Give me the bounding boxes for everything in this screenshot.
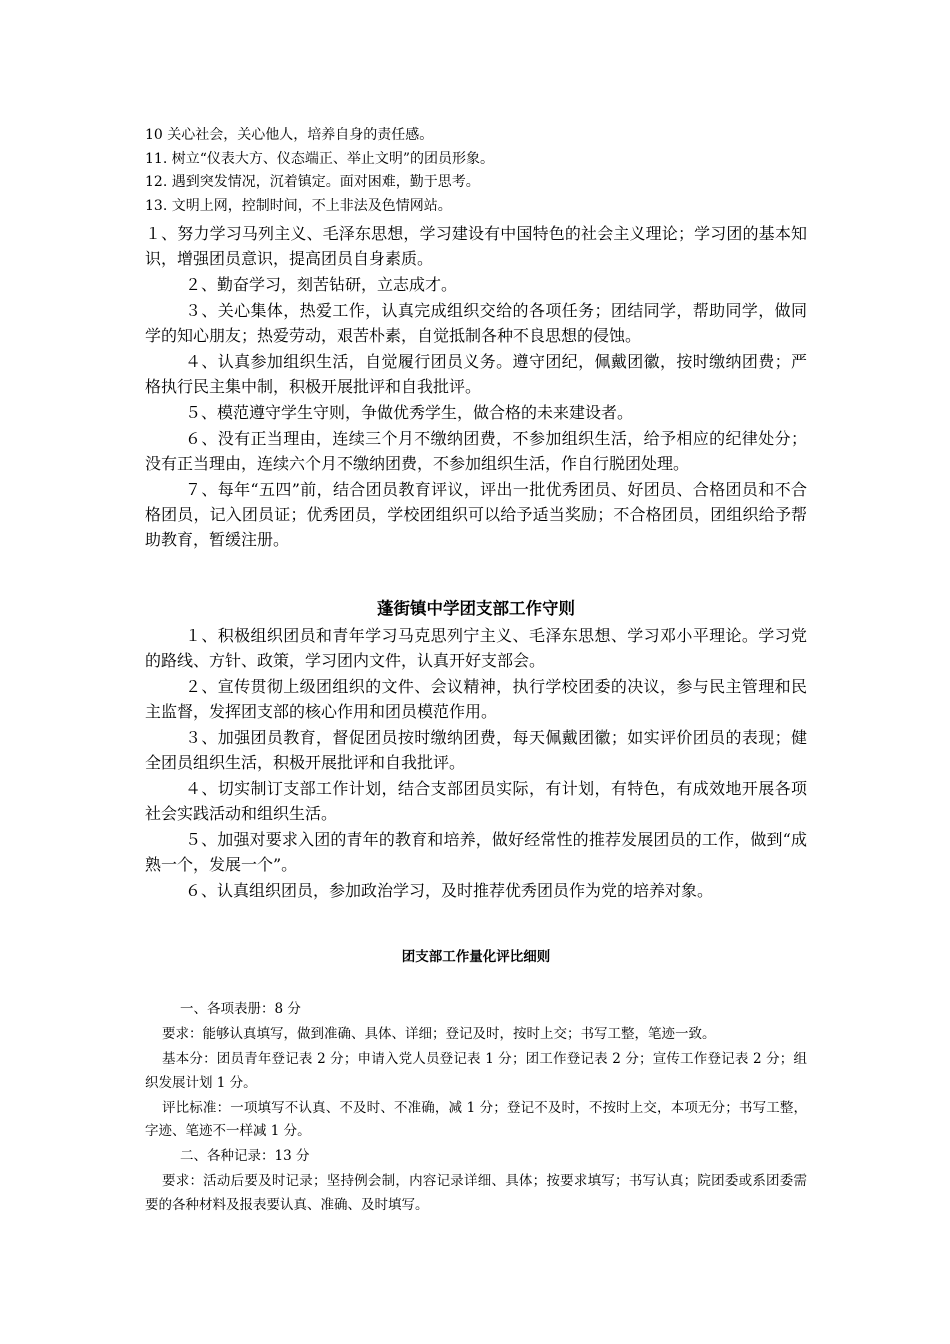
paragraph: 一、各项表册：8 分 [180,1001,301,1017]
section-heading-evaluation-rules: 团支部工作量化评比细则 [401,949,551,965]
paragraph: 基本分：团员青年登记表 2 分；申请入党人员登记表 1 分；团工作登记表 2 分；宣传工作登记表 2 分；组织发展计划 1 分。 [145,1051,807,1091]
paragraph: ２、宣传贯彻上级团组织的文件、会议精神，执行学校团委的决议，参与民主管理和民主监督，发挥团支部的核心作用和团员模范作用。 [145,677,807,721]
conduct-list-continued [145,124,815,218]
paragraph: １、努力学习马列主义、毛泽东思想，学习建设有中国特色的社会主义理论；学习团的基本知识，增强团员意识，提高团员自身素质。 [145,224,807,268]
paragraph: １、积极组织团员和青年学习马克思列宁主义、毛泽东思想、学习邓小平理论。学习党的路线、方针、政策，学习团内文件，认真开好支部会。 [145,626,807,670]
paragraph: ４、切实制订支部工作计划，结合支部团员实际，有计划，有特色，有成效地开展各项社会实践活动和组织生活。 [145,779,807,823]
list-item: 10 关心社会，关心他人，培养自身的责任感。 [145,127,434,143]
paragraph: ５、加强对要求入团的青年的教育和培养，做好经常性的推荐发展团员的工作，做到“成熟一个，发展一个”。 [145,830,807,874]
list-item: 12. 遇到突发情况，沉着镇定。面对困难，勤于思考。 [145,174,480,190]
paragraph: ６、认真组织团员，参加政治学习，及时推荐优秀团员作为党的培养对象。 [185,881,714,900]
paragraph: 二、各种记录：13 分 [180,1148,310,1164]
paragraph: ３、加强团员教育，督促团员按时缴纳团费，每天佩戴团徽；如实评价团员的表现；健全团员组织生活，积极开展批评和自我批评。 [145,728,807,772]
paragraph: 要求：能够认真填写，做到准确、具体、详细；登记及时，按时上交；书写工整，笔迹一致。 [162,1026,716,1042]
paragraph: 评比标准：一项填写不认真、不及时、不准确，减 1 分；登记不及时，不按时上交，本项无分；书写工整，字迹、笔迹不一样减 1 分。 [145,1099,807,1139]
paragraph: 要求：活动后要及时记录；坚持例会制，内容记录详细、具体；按要求填写；书写认真；院团委或系团委需要的各种材料及报表要认真、准确、及时填写。 [145,1173,807,1213]
paragraph: ４、认真参加组织生活，自觉履行团员义务。遵守团纪，佩戴团徽，按时缴纳团费；严格执行民主集中制，积极开展批评和自我批评。 [145,352,807,396]
member-duties-section [145,221,807,553]
list-item: 13. 文明上网，控制时间，不上非法及色情网站。 [145,197,452,214]
list-item: 11. 树立“仪表大方、仪态端正、举止文明”的团员形象。 [145,150,495,167]
paragraph: ２、勤奋学习，刻苦钻研，立志成才。 [185,275,458,294]
work-rules-section [145,623,807,904]
evaluation-rules-section [145,998,807,1219]
paragraph: ５、模范遵守学生守则，争做优秀学生，做合格的未来建设者。 [185,403,634,422]
paragraph: ３、关心集体，热爱工作，认真完成组织交给的各项任务；团结同学，帮助同学，做同学的知心朋友；热爱劳动，艰苦朴素，自觉抵制各种不良思想的侵蚀。 [145,301,807,345]
section-heading-work-rules: 蓬街镇中学团支部工作守则 [377,599,575,618]
paragraph: ６、没有正当理由，连续三个月不缴纳团费，不参加组织生活，给予相应的纪律处分；没有正当理由，连续六个月不缴纳团费，不参加组织生活，作自行脱团处理。 [145,429,807,473]
paragraph: ７、每年“五四”前，结合团员教育评议，评出一批优秀团员、好团员、合格团员和不合格团员，记入团员证；优秀团员，学校团组织可以给予适当奖励；不合格团员，团组织给予帮助教育，暂缓注册。 [145,480,807,549]
